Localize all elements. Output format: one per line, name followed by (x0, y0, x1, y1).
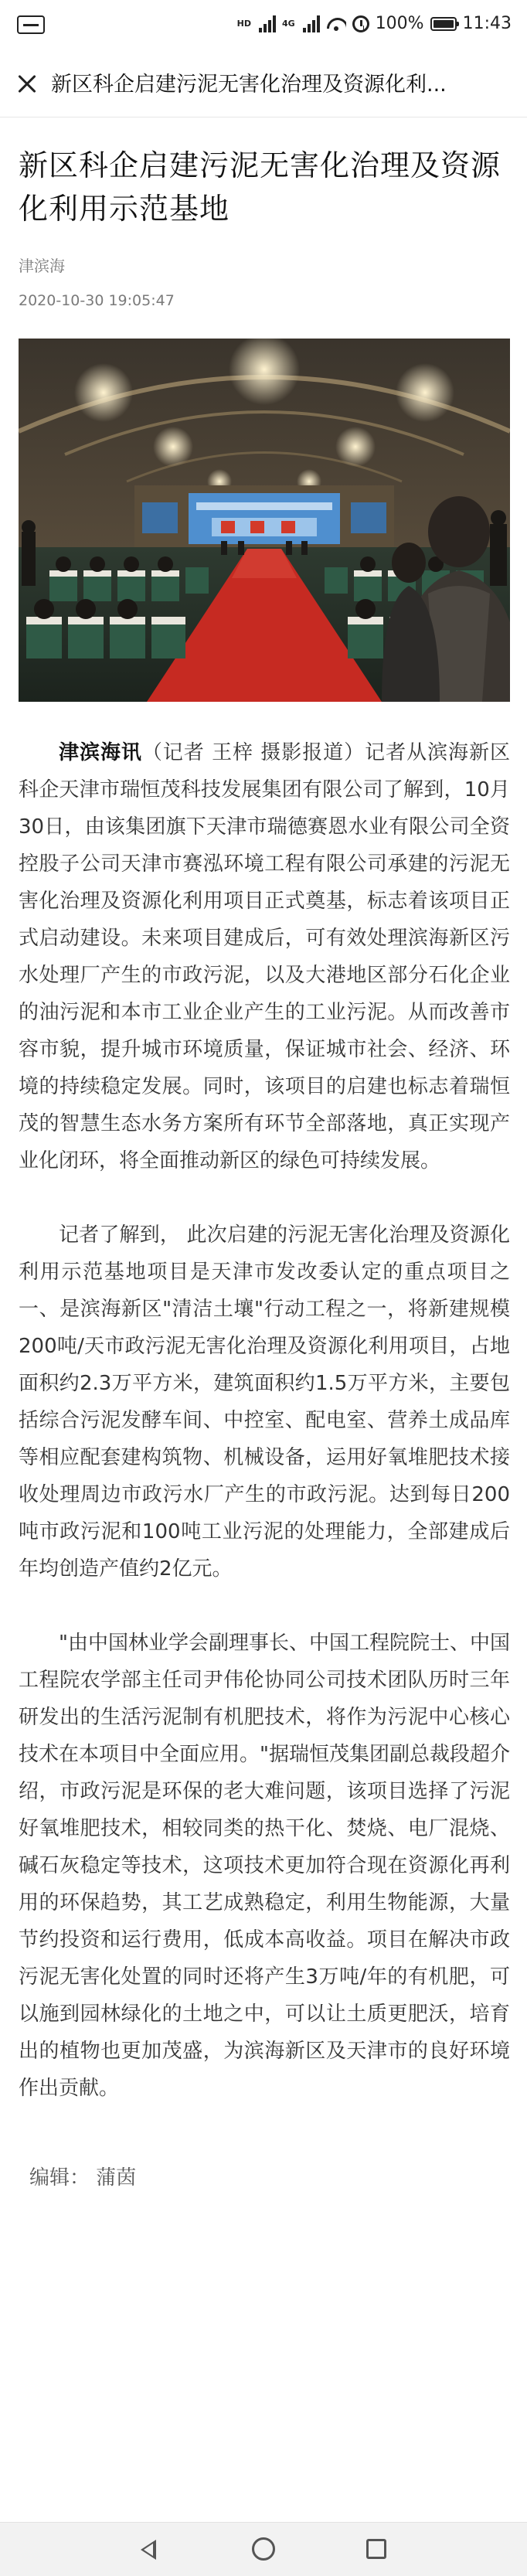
back-icon[interactable] (141, 2540, 156, 2560)
article (19, 144, 510, 2193)
article-timestamp: 2020-10-30 19:05:47 (19, 292, 175, 309)
battery-icon (430, 17, 457, 31)
top-nav-bar (0, 51, 527, 117)
signal-icon (259, 15, 276, 32)
conference-hall-photo (19, 339, 510, 702)
article-paragraph-1 (19, 734, 510, 1179)
article-lead-dateline: 津滨海讯 (59, 741, 142, 764)
system-navigation-bar (0, 2522, 527, 2576)
article-paragraph-2: 记者了解到， 此次启建的污泥无害化治理及资源化利用示范基地项目是天津市发改委认定的重点项目之一、是滨海新区"清洁土壤"行动工程之一，将新建规模200吨/天市政污泥无害化治理及资源化利用项目，占地面积约2.3万平方米，建筑面积约1.5万平方米，主要包括综合污泥发酵车间、中控室、配电室、营养土成品库等相应配套建构筑物、机械设备，运用好氧堆肥技术接收处理周边市政污水厂产生的市政污泥。达到每日200吨市政污泥和100吨工业污泥的处理能力，全部建成后年均创造产值约2亿元。 (19, 1223, 510, 1581)
article-paragraph-3: "由中国林业学会副理事长、中国工程院院士、中国工程院农学部主任司尹伟伦协同公司技术团队历时三年研发出的生活污泥制有机肥技术，将作为污泥中心核心技术在本项目中全面应用。"据瑞恒茂集团副总裁段超介绍，市政污泥是环保的老大难问题，该项目选择了污泥好氧堆肥技术，相较同类的热干化、焚烧、电厂混烧、碱石灰稳定等技术，这项技术更加符合现在资源化再利用的环保趋势，其工艺成熟稳定，利用生物能源，大量节约投资和运行费用，低成本高收益。项目在解决市政污泥无害化处置的同时还将产生3万吨/年的有机肥，可以施到园林绿化的土地之中，可以让土质更肥沃，培育出的植物也更加茂盛，为滨海新区及天津市的良好环境作出贡献。 (19, 1632, 510, 2100)
clock: 11:43 (462, 14, 512, 33)
article-source[interactable]: 津滨海 (19, 257, 65, 275)
article-paragraph-1-body: （记者 王梓 摄影报道）记者从滨海新区科企天津市瑞恒茂科技发展集团有限公司了解到，10月30日，由该集团旗下天津市瑞德赛恩水业有限公司全资控股子公司天津市赛泓环境工程有限公司承建的污泥无害化治理及资源化利用项目正式奠基，标志着该项目正式启动建设。未来项目建成后，可有效处理滨海新区污水处理厂产生的市政污泥，以及大港地区部分石化企业的油污泥和本市工业企业产生的工业污泥。从而改善市容市貌，提升城市环境质量，保证城市社会、经济、环境的持续稳定发展。同时，该项目的启建也标志着瑞恒茂的智慧生态水务方案所有环节全部落地，真正实现产业化闭环，将全面推动新区的绿色可持续发展。 (19, 741, 510, 1172)
home-icon[interactable] (252, 2537, 275, 2561)
recent-apps-icon[interactable] (366, 2539, 386, 2559)
battery-text: 100% (375, 14, 424, 33)
signal-icon-2 (303, 15, 320, 32)
notification-icon (17, 15, 45, 34)
status-bar (0, 0, 527, 51)
signal-label-4g: 4G (282, 19, 295, 29)
wifi-icon (326, 16, 346, 32)
status-icons (237, 14, 512, 33)
signal-label-hd: HD (236, 19, 251, 29)
alarm-icon (352, 15, 369, 32)
article-photo[interactable] (19, 339, 510, 702)
article-title: 新区科企启建污泥无害化治理及资源化利用示范基地 (19, 148, 502, 226)
close-icon[interactable] (8, 65, 46, 104)
article-editor: 编辑： 蒲茵 (29, 2166, 137, 2190)
nav-title: 新区科企启建污泥无害化治理及资源化利... (51, 73, 447, 97)
